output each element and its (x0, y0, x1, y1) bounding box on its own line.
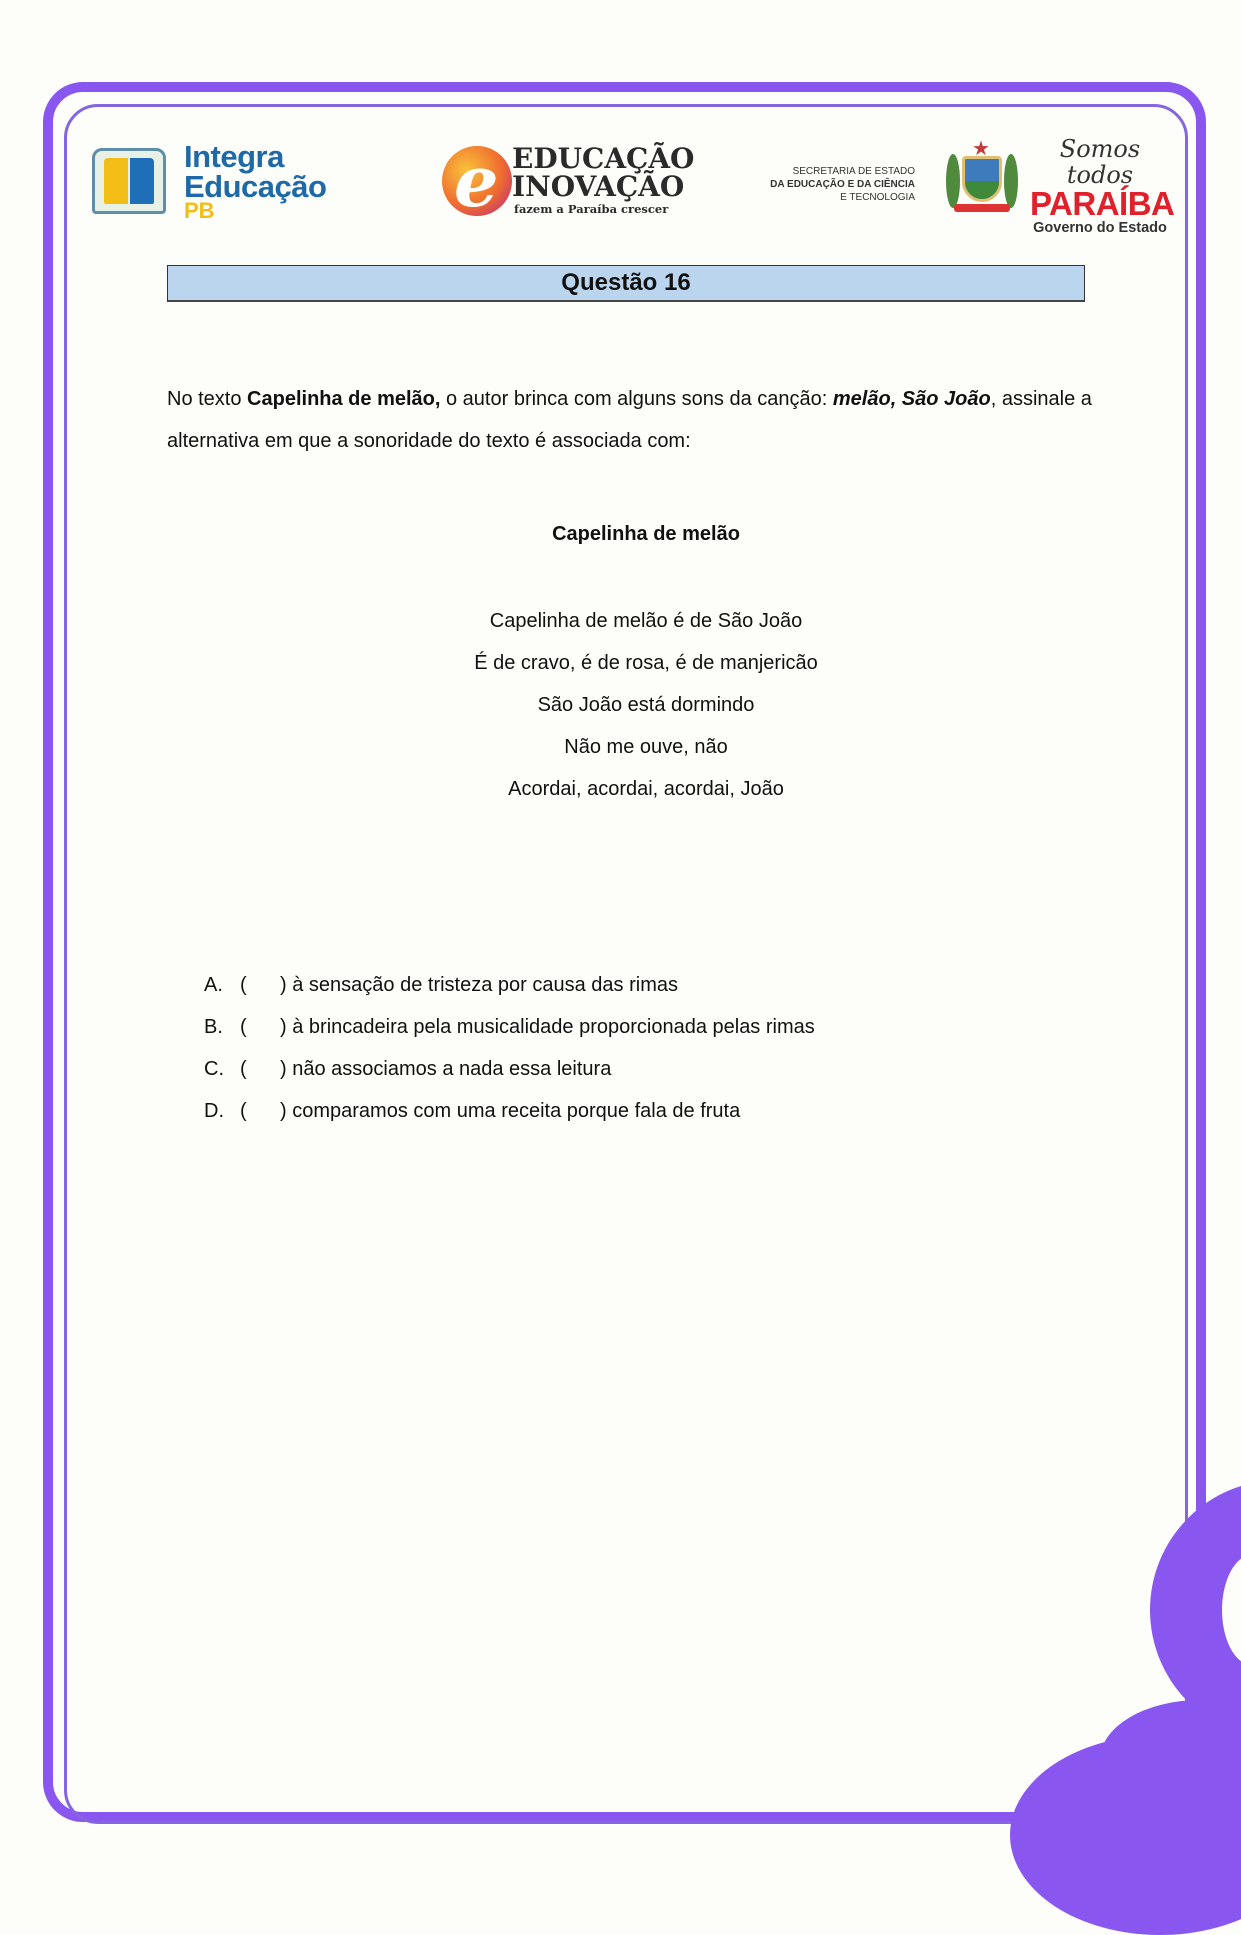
educacao-inovacao-logo (442, 140, 695, 223)
integra-logo-line2: Educação (184, 168, 327, 204)
prompt-text: , assinale a alternativa em que a sonoridade do texto é associada com: (167, 388, 1092, 452)
edu-logo-tagline: fazem a Paraíba crescer (514, 202, 669, 216)
poem-line: Capelinha de melão é de São João (489, 610, 803, 632)
answer-options (204, 964, 815, 1132)
poem-line: Não me ouve, não (564, 736, 728, 758)
option-a[interactable]: A. ( ) à sensação de tristeza por causa das rimas (204, 964, 815, 1006)
secretaria-line2: DA EDUCAÇÃO E DA CIÊNCIA (770, 179, 915, 190)
prompt-bold-italic: melão, São João (832, 388, 991, 410)
option-letter: A. (204, 974, 223, 996)
poem-line: São João está dormindo (537, 694, 755, 716)
prompt-text: No texto (167, 388, 248, 410)
option-d[interactable]: D. ( ) comparamos com uma receita porque fala de fruta (204, 1090, 815, 1132)
somos-todos-paraiba-logo (1030, 135, 1175, 236)
question-title-box (167, 265, 1085, 302)
poem-body (350, 600, 942, 810)
option-b[interactable]: B. ( ) à brincadeira pela musicalidade proporcionada pelas rimas (204, 1006, 815, 1048)
poem-line: É de cravo, é de rosa, é de manjericão (474, 652, 818, 674)
poem-line: Acordai, acordai, acordai, João (508, 778, 784, 800)
pb-logo-line3: Governo do Estado (1033, 220, 1167, 236)
edu-logo-line2: INOVAÇÃO (512, 170, 685, 203)
integra-educacao-logo (92, 139, 362, 223)
e-mark-icon: e (442, 146, 512, 216)
option-letter: B. (204, 1016, 223, 1038)
option-c[interactable]: C. ( ) não associamos a nada essa leitura (204, 1048, 815, 1090)
state-coat-of-arms-icon: ★ (942, 138, 1022, 220)
option-text: à brincadeira pela musicalidade proporcionada pelas rimas (292, 1016, 815, 1038)
option-text: comparamos com uma receita porque fala de fruta (292, 1100, 741, 1122)
secretaria-text (745, 165, 915, 204)
question-prompt (167, 378, 1117, 462)
question-title: Questão 16 (561, 269, 691, 296)
option-checkbox[interactable]: ( (240, 1016, 247, 1038)
open-book-icon (92, 144, 170, 220)
option-checkbox[interactable]: ( (240, 1058, 247, 1080)
secretaria-line3: E TECNOLOGIA (840, 192, 915, 203)
pb-logo-line1: Somos todos (1059, 135, 1141, 189)
integra-logo-line1: Integra (184, 139, 284, 175)
prompt-bold-title: Capelinha de melão, (247, 388, 441, 410)
option-text: não associamos a nada essa leitura (292, 1058, 612, 1080)
integra-logo-line3: PB (184, 198, 215, 223)
pb-logo-line2: PARAÍBA (1030, 185, 1175, 222)
option-letter: C. (204, 1058, 224, 1080)
option-text: à sensação de tristeza por causa das rimas (292, 974, 678, 996)
prompt-text: o autor brinca com alguns sons da canção: (440, 388, 833, 410)
poem-title: Capelinha de melão (552, 523, 740, 545)
secretaria-line1: SECRETARIA DE ESTADO (792, 166, 915, 177)
edu-logo-line1: EDUCAÇÃO (512, 142, 695, 175)
option-checkbox[interactable]: ( (240, 974, 247, 996)
option-letter: D. (204, 1100, 224, 1122)
option-checkbox[interactable]: ( (240, 1100, 247, 1122)
